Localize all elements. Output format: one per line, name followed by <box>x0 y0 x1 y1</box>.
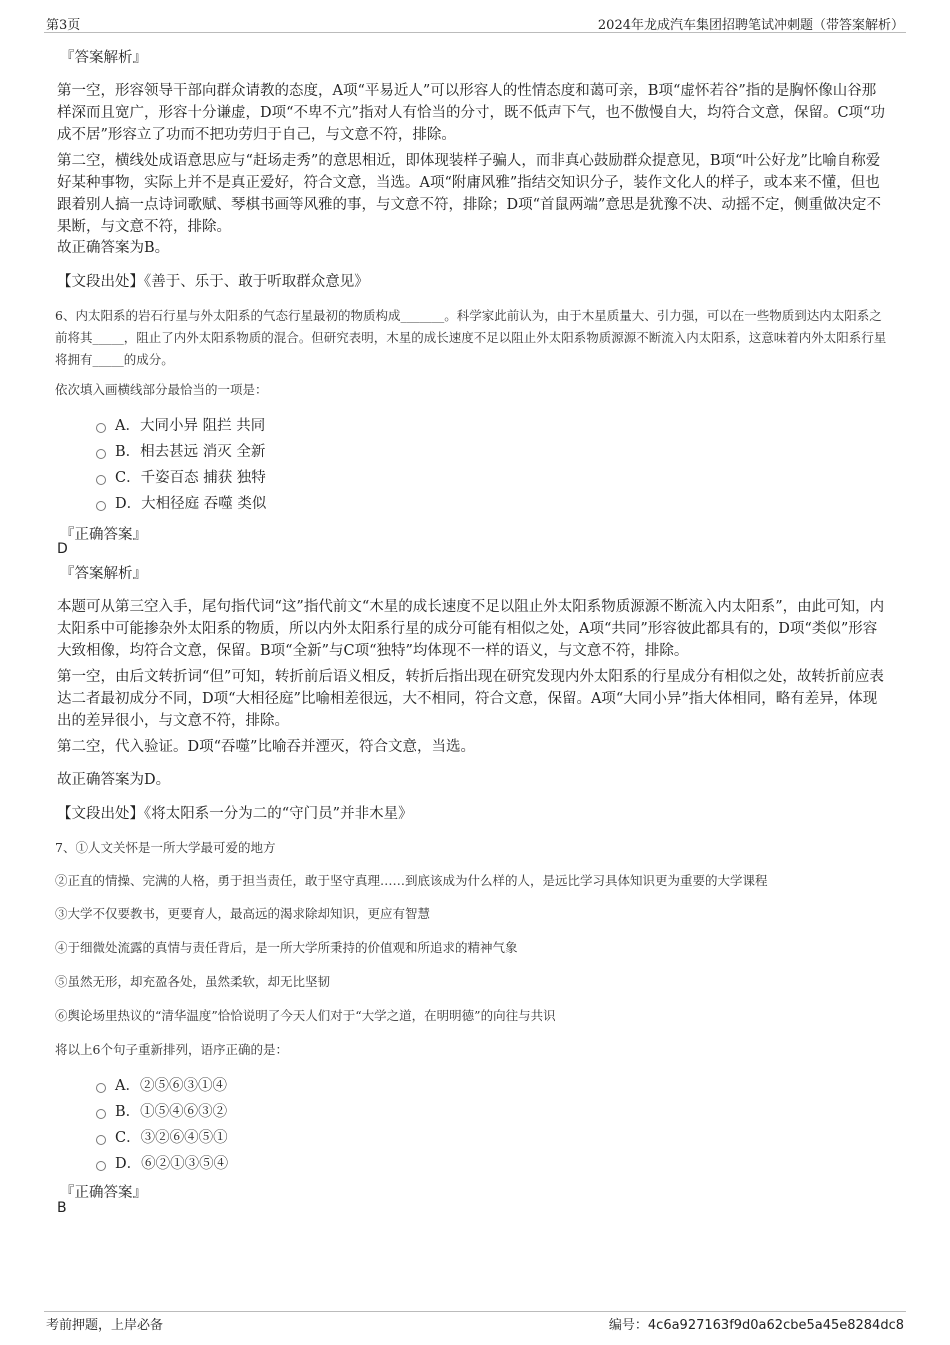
option-b[interactable]: B．①⑤④⑥③② <box>96 1102 227 1122</box>
sentence-2: ②正直的情操、完满的人格，勇于担当责任，敢于坚守真理……到底该成为什么样的人，是远比学习具体知识更为重要的大学课程 <box>55 873 768 888</box>
question-prompt: 依次填入画横线部分最恰当的一项是： <box>55 382 268 397</box>
conclusion: 故正确答案为D。 <box>57 772 171 788</box>
option-d[interactable]: D．大相径庭 吞噬 类似 <box>96 494 266 514</box>
analysis-paragraph: 本题可从第三空入手，尾句指代词“这”指代前文“木星的成长速度不足以阻止外太阳系物质源源不断流入内太阳系”，由此可知，内太阳系中可能掺杂外太阳系的物质，所以内外太阳系行星的成分可能有相似之处，A项“共同”形容彼此都具有的，D项“类似”形容大致相像，均符合文意，保留。B项“全新”与C项“独特”均体现不一样的语义，与文意不符，排除。 <box>57 599 885 659</box>
analysis-paragraph: 第二空，代入验证。D项“吞噬”比喻吞并湮灭，符合文意，当选。 <box>57 739 475 755</box>
sentence-1: 7、①人文关怀是一所大学最可爱的地方 <box>55 840 276 855</box>
footer-slogan: 考前押题，上岸必备 <box>46 1318 164 1333</box>
radio-icon[interactable] <box>96 423 106 433</box>
correct-answer-label: 『正确答案』 <box>60 1185 147 1201</box>
option-b[interactable]: B．相去甚远 消灭 全新 <box>96 442 265 462</box>
radio-icon[interactable] <box>96 1109 106 1119</box>
option-a[interactable]: A．大同小异 阻拦 共同 <box>96 416 265 436</box>
analysis-label: 『答案解析』 <box>60 50 147 66</box>
correct-answer: D <box>57 541 68 557</box>
question-stem: 6、内太阳系的岩石行星与外太阳系的气态行星最初的物质构成_______。科学家此前认为，由于木星质量大、引力强，可以在一些物质到达内太阳系之前将其_____，阻止了内外太阳系物质的混合。但研究表明，木星的成长速度不足以阻止外太阳系物质源源不断流入内太阳系，这意味着内外太阳系行星将拥有_____的成分。 <box>55 308 887 367</box>
option-a[interactable]: A．②⑤⑥③①④ <box>96 1076 227 1096</box>
radio-icon[interactable] <box>96 475 106 485</box>
analysis-paragraph: 第一空，形容领导干部向群众请教的态度，A项“平易近人”可以形容人的性情态度和蔼可亲，B项“虚怀若谷”指的是胸怀像山谷那样深而且宽广，形容十分谦虚，D项“不卑不亢”指对人有恰当的分寸，既不低声下气，也不傲慢自大，均符合文意，保留。C项“功成不居”形容立了功而不把功劳归于自己，与文意不符，排除。 <box>57 83 885 143</box>
sentence-5: ⑤虽然无形，却充盈各处，虽然柔软，却无比坚韧 <box>55 974 331 989</box>
page-number: 第3页 <box>46 18 81 33</box>
question-prompt: 将以上6个句子重新排列，语序正确的是： <box>55 1042 288 1057</box>
sentence-6: ⑥舆论场里热议的“清华温度”恰恰说明了今天人们对于“大学之道，在明明德”的向往与共识 <box>55 1008 556 1023</box>
radio-icon[interactable] <box>96 501 106 511</box>
page-header <box>0 0 950 36</box>
option-c[interactable]: C．千姿百态 捕获 独特 <box>96 468 266 488</box>
sentence-3: ③大学不仅要教书，更要育人，最高远的渴求除却知识，更应有智慧 <box>55 906 431 921</box>
option-d[interactable]: D．⑥②①③⑤④ <box>96 1154 228 1174</box>
document-title: 2024年龙成汽车集团招聘笔试冲刺题（带答案解析） <box>597 18 904 33</box>
conclusion: 故正确答案为B。 <box>57 240 170 256</box>
radio-icon[interactable] <box>96 1161 106 1171</box>
correct-answer: B <box>57 1200 67 1216</box>
footer-divider <box>44 1311 906 1312</box>
radio-icon[interactable] <box>96 1083 106 1093</box>
document-id: 编号：4c6a927163f9d0a62cbe5a45e8284dc8 <box>608 1318 904 1333</box>
radio-icon[interactable] <box>96 449 106 459</box>
radio-icon[interactable] <box>96 1135 106 1145</box>
analysis-paragraph: 第二空，横线处成语意思应与“赶场走秀”的意思相近，即体现装样子骗人，而非真心鼓励群众提意见，B项“叶公好龙”比喻自称爱好某种事物，实际上并不是真正爱好，符合文意，当选。A项“附庸风雅”指结交知识分子，装作文化人的样子，或本来不懂，但也跟着别人搞一点诗词歌赋、琴棋书画等风雅的事，与文意不符，排除；D项“首鼠两端”意思是犹豫不决、动摇不定，侧重做决定不果断，与文意不符，排除。 <box>57 153 881 235</box>
source-citation: 【文段出处】《将太阳系一分为二的“守门员”并非木星》 <box>57 806 413 822</box>
header-divider <box>44 32 906 33</box>
analysis-paragraph: 第一空，由后文转折词“但”可知，转折前后语义相反，转折后指出现在研究发现内外太阳系的行星成分有相似之处，故转折前应表达二者最初成分不同，D项“大相径庭”比喻相差很远，大不相同，符合文意，保留。A项“大同小异”指大体相同，略有差异，体现出的差异很小，与文意不符，排除。 <box>57 669 884 729</box>
correct-answer-label: 『正确答案』 <box>60 527 147 543</box>
sentence-4: ④于细微处流露的真情与责任背后，是一所大学所秉持的价值观和所追求的精神气象 <box>55 940 518 955</box>
option-c[interactable]: C．③②⑥④⑤① <box>96 1128 228 1148</box>
analysis-label: 『答案解析』 <box>60 566 147 582</box>
source-citation: 【文段出处】《善于、乐于、敢于听取群众意见》 <box>57 274 369 290</box>
